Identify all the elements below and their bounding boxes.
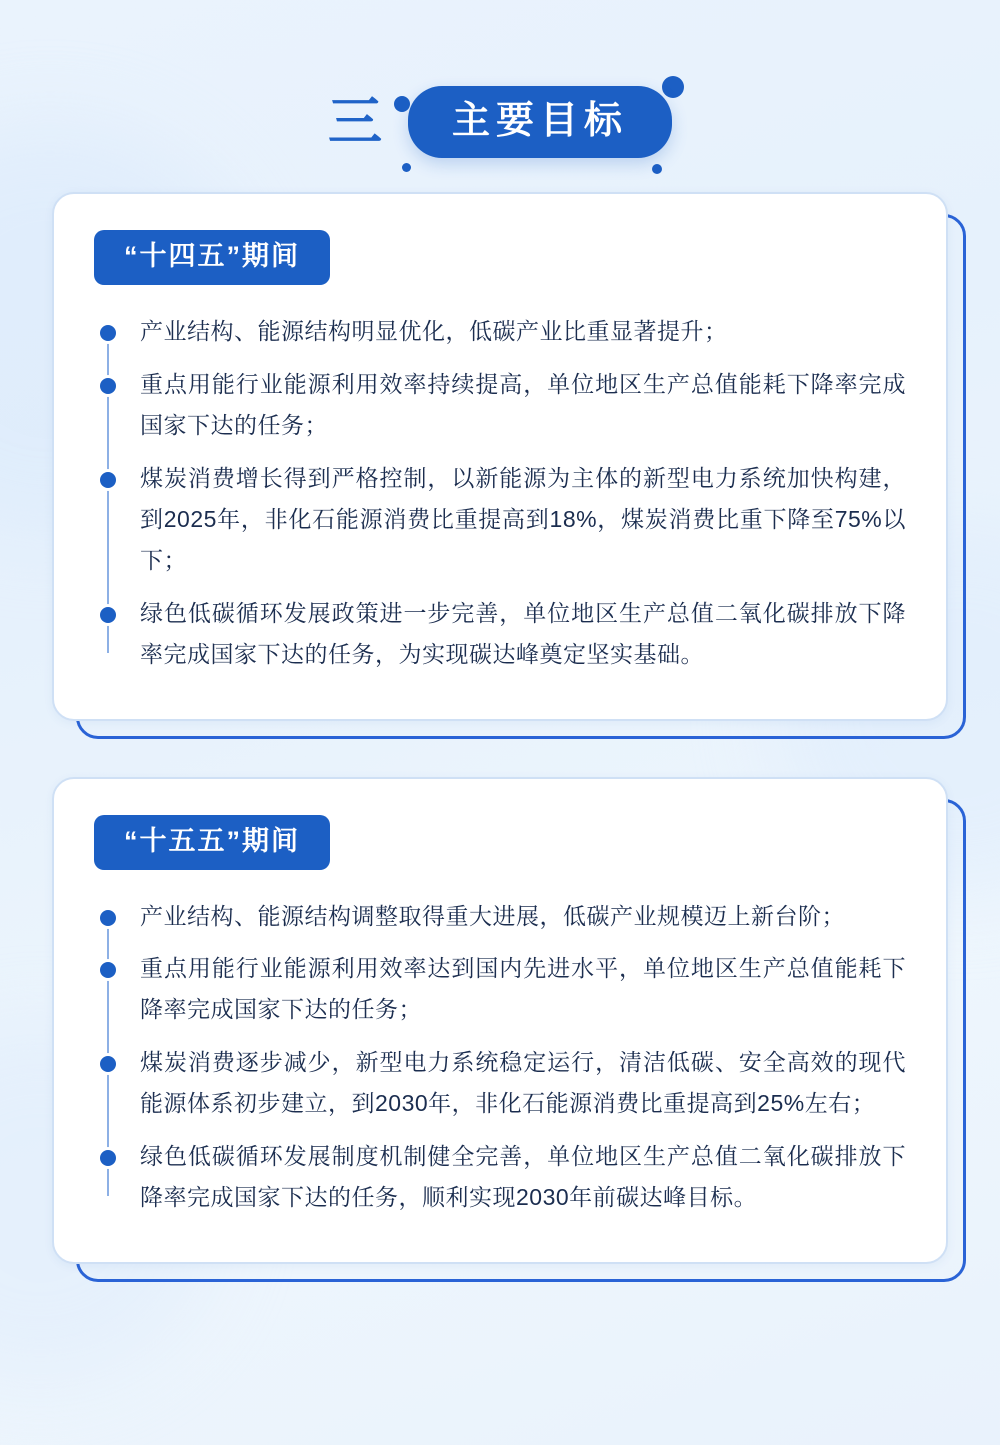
list-item [88,458,912,581]
goal-list-1 [88,307,912,675]
section-card-2 [52,777,948,1265]
list-item-text: 绿色低碳循环发展制度机制健全完善，单位地区生产总值二氧化碳排放下降率完成国家下达的任务，顺利实现2030年前碳达峰目标。 [140,1143,906,1211]
bullet-dot-icon [100,325,116,341]
bubble-decoration-icon [662,76,684,98]
list-item-text: 绿色低碳循环发展政策进一步完善，单位地区生产总值二氧化碳排放下降率完成国家下达的任务，为实现碳达峰奠定坚实基础。 [140,599,906,667]
bullet-dot-icon [100,1056,116,1072]
section-numeral: 三 [327,92,384,152]
bubble-decoration-icon [394,96,410,112]
list-item-text: 产业结构、能源结构调整取得重大进展，低碳产业规模迈上新台阶； [140,902,845,929]
section-label-2: “十五五”期间 [94,815,330,870]
bullet-dot-icon [100,472,116,488]
list-item [88,593,912,675]
list-item [88,364,912,446]
bullet-dot-icon [100,378,116,394]
goal-list-2 [88,892,912,1219]
list-item-text: 产业结构、能源结构明显优化，低碳产业比重显著提升； [140,318,728,344]
list-item-text: 煤炭消费逐步减少，新型电力系统稳定运行，清洁低碳、安全高效的现代能源体系初步建立，到2030年，非化石能源消费比重提高到25%左右； [140,1049,906,1117]
card-body [52,777,948,1265]
list-item-text: 重点用能行业能源利用效率持续提高，单位地区生产总值能耗下降率完成国家下达的任务； [140,370,906,438]
list-item [88,948,912,1030]
bullet-dot-icon [100,607,116,623]
bullet-dot-icon [100,1150,116,1166]
section-label-1: “十四五”期间 [94,230,330,285]
list-item-text: 重点用能行业能源利用效率达到国内先进水平，单位地区生产总值能耗下降率完成国家下达的任务； [140,955,906,1023]
bubble-decoration-icon [402,163,411,172]
bullet-dot-icon [100,910,116,926]
page-title-group [408,86,672,158]
bullet-dot-icon [100,962,116,978]
section-card-1 [52,192,948,721]
list-item [88,896,912,937]
page-title: 主要目标 [408,86,672,158]
bubble-decoration-icon [652,164,662,174]
list-item-text: 煤炭消费增长得到严格控制，以新能源为主体的新型电力系统加快构建，到2025年，非化石能源消费比重提高到18%，煤炭消费比重下降至75%以下； [140,464,906,573]
card-body [52,192,948,721]
list-item [88,1042,912,1124]
page-header [52,0,948,192]
list-item [88,311,912,352]
list-item [88,1136,912,1218]
